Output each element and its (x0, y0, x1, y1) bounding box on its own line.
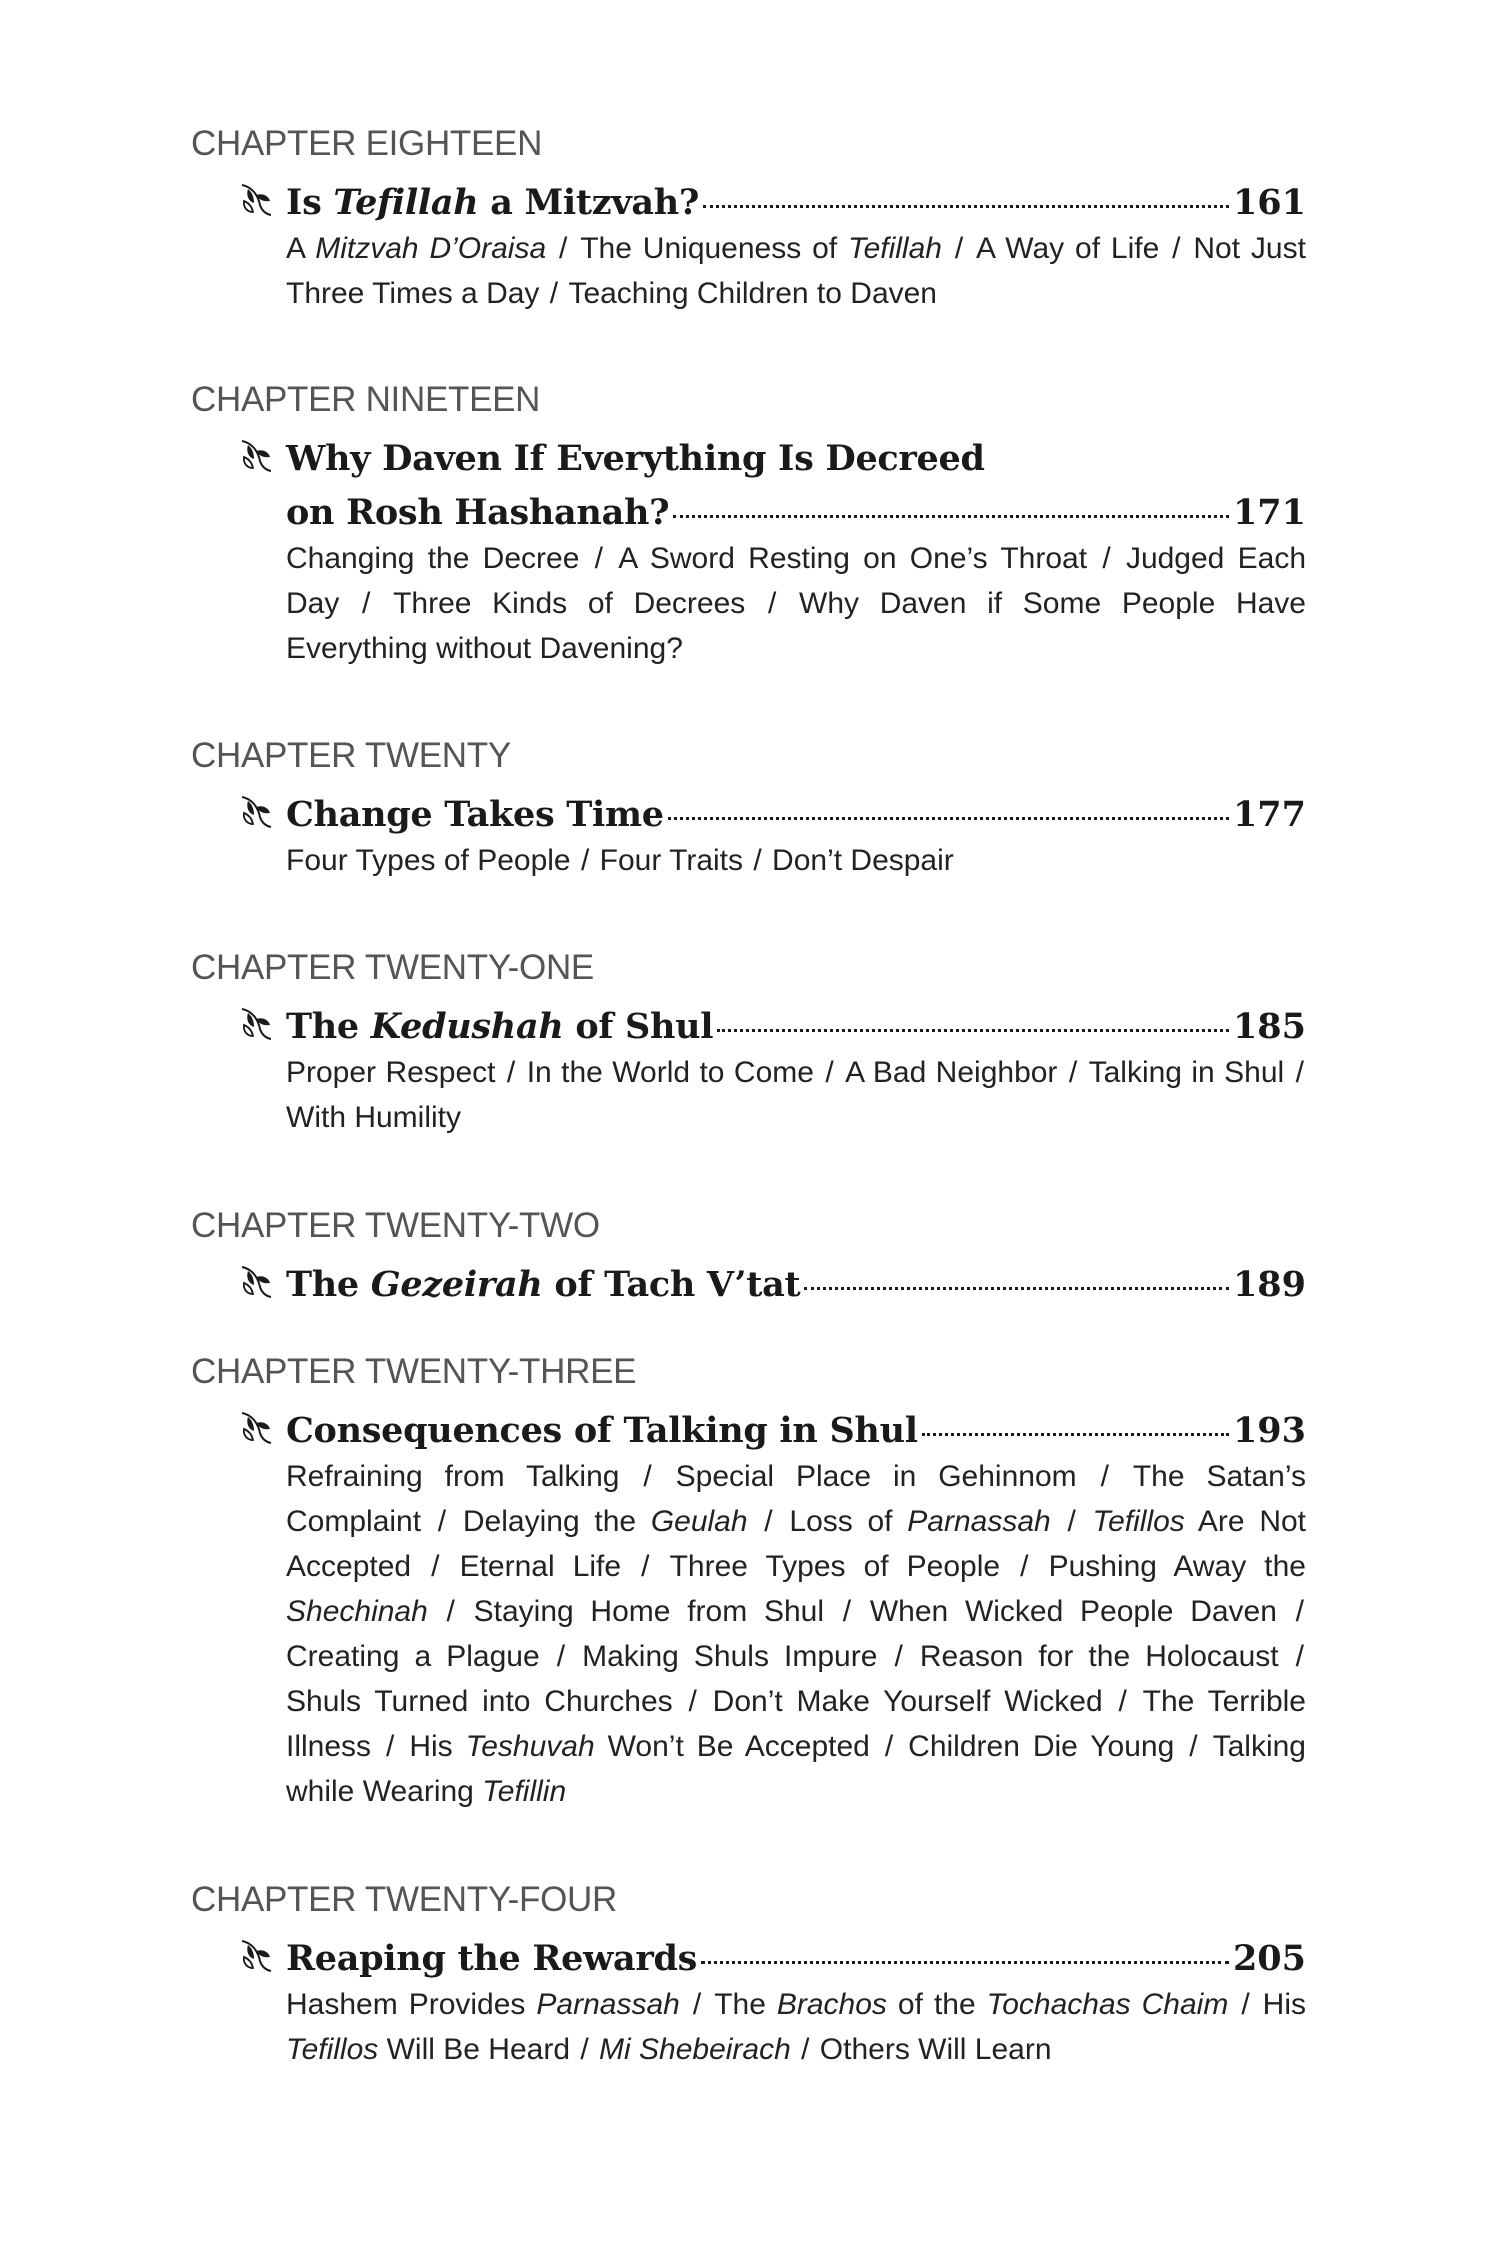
title-segment: Gezeirah (370, 1264, 543, 1305)
topic-segment: Will Be Heard (378, 2033, 570, 2066)
topic-separator: / (1176, 1730, 1211, 1763)
topic-segment: Hashem Provides (286, 1988, 537, 2021)
topic (286, 1685, 673, 1718)
topic-segment: A (286, 232, 316, 265)
topic-segment: The Satan’s Complaint (286, 1460, 1306, 1538)
topic (460, 1550, 622, 1583)
topic-separator: / (572, 2033, 598, 2066)
entry-title (286, 176, 699, 230)
entry-title-line (286, 432, 1306, 486)
dot-leader (668, 814, 1229, 820)
topic (713, 1685, 1103, 1718)
leaf-ornament-icon (238, 1409, 274, 1447)
topic-segment: Changing the Decree (286, 542, 580, 575)
topic-separator: / (341, 587, 392, 620)
topic-segment: Pushing Away the (1048, 1550, 1306, 1583)
chapter-label: CHAPTER NINETEEN (191, 380, 541, 419)
topic (393, 587, 745, 620)
topic-segment: Three Kinds of Decrees (393, 587, 746, 620)
topic-segment: His (1262, 1988, 1306, 2021)
topic-segment: Don’t Despair (772, 844, 954, 877)
entry-title-line (286, 176, 1306, 230)
topic-segment: Tefillos (286, 2033, 379, 2066)
topic-segment: In the World to Come (526, 1056, 814, 1089)
topic-segment: Shechinah (286, 1595, 428, 1628)
topic-separator: / (429, 1595, 472, 1628)
topic-segment: Four Types of People (286, 844, 571, 877)
topic-segment: Mitzvah D’Oraisa (315, 232, 547, 265)
topic (286, 232, 546, 265)
topic-segment: Not Just Three Times a Day (286, 232, 1306, 310)
topic-separator: / (1230, 1988, 1261, 2021)
chapter-label: CHAPTER TWENTY-THREE (191, 1352, 637, 1391)
title-segment: of Shul (563, 1006, 714, 1047)
topic (600, 844, 743, 877)
topic-separator: / (1089, 542, 1124, 575)
topic-separator: / (1059, 1056, 1087, 1089)
topic-segment: Talking in Shul (1088, 1056, 1285, 1089)
topic-separator: / (548, 232, 579, 265)
title-segment: The (286, 1264, 371, 1305)
chapter-19 (190, 378, 1320, 671)
page-number: 193 (1232, 1410, 1306, 1451)
topic-separator: / (943, 232, 975, 265)
title-segment: Change Takes Time (286, 794, 664, 835)
topic-segment: Delaying the (462, 1505, 651, 1538)
title-segment: The (286, 1006, 371, 1047)
toc-entry[interactable] (286, 1000, 1306, 1140)
topic-separator: / (879, 1640, 918, 1673)
entry-title (286, 1000, 713, 1054)
topic-segment: Staying Home from Shul (473, 1595, 824, 1628)
toc-entry[interactable] (286, 1932, 1306, 2072)
entry-title-line (286, 1404, 1306, 1458)
topic-segment: Shuls Turned into Churches (286, 1685, 673, 1718)
topic (789, 1505, 1050, 1538)
topic-segment: Creating a Plague (286, 1640, 540, 1673)
topic-separator: / (1161, 232, 1192, 265)
entry-title-line (286, 1258, 1306, 1312)
topic (474, 1595, 824, 1628)
entry-title (286, 1404, 918, 1458)
leaf-ornament-icon (238, 1005, 274, 1043)
topic-segment: With Humility (286, 1101, 462, 1134)
page-number: 185 (1232, 1006, 1306, 1047)
entry-title (286, 486, 669, 540)
title-segment: on Rosh Hashanah? (286, 492, 670, 533)
topic (286, 1988, 680, 2021)
topic (920, 1640, 1279, 1673)
title-segment: Tefillah (333, 182, 479, 223)
topic-separator: / (747, 587, 798, 620)
chapter-topics (286, 226, 1306, 316)
chapter-topics (286, 1982, 1306, 2072)
topic-segment: Won’t Be Accepted (594, 1730, 870, 1763)
topic-segment: Parnassah (907, 1505, 1051, 1538)
entry-title (286, 432, 985, 486)
chapter-label: CHAPTER TWENTY-FOUR (191, 1880, 617, 1919)
leaf-ornament-icon (238, 1263, 274, 1301)
page-number: 171 (1232, 492, 1306, 533)
topic-segment: Talking while Wearing (286, 1730, 1306, 1808)
topic (618, 542, 1087, 575)
topic-separator: / (1078, 1460, 1131, 1493)
chapter-20 (190, 734, 1320, 883)
toc-entry[interactable] (286, 1404, 1306, 1814)
topic-segment: Why Daven if Some People Have Everything without Davening? (286, 587, 1306, 665)
topic-separator: / (373, 1730, 408, 1763)
entry-title-line (286, 1000, 1306, 1054)
topic-segment: Reason for the Holocaust (919, 1640, 1279, 1673)
topic-segment: Are Not Accepted (286, 1505, 1307, 1583)
topic-segment: Four Traits (599, 844, 744, 877)
page-number: 189 (1232, 1264, 1306, 1305)
topic-segment: A Sword Resting on One’s Throat (618, 542, 1088, 575)
page-number: 205 (1232, 1938, 1306, 1979)
topic-segment: Tefillah (848, 232, 942, 265)
topic (670, 1550, 1001, 1583)
leaf-ornament-icon (238, 437, 274, 475)
topic-separator: / (1278, 1595, 1305, 1628)
chapter-24 (190, 1878, 1320, 2072)
title-segment: of Tach V’tat (542, 1264, 801, 1305)
topic-segment: A Bad Neighbor (845, 1056, 1058, 1089)
topic-separator: / (826, 1595, 868, 1628)
title-segment: Kedushah (370, 1006, 564, 1047)
topic (1089, 1056, 1285, 1089)
chapter-23 (190, 1350, 1320, 1814)
chapter-18 (190, 122, 1320, 316)
topic (976, 232, 1159, 265)
leaf-ornament-icon (238, 793, 274, 831)
topic-segment: Children Die Young (908, 1730, 1175, 1763)
topic (908, 1730, 1174, 1763)
topic-segment: When Wicked People Daven (869, 1595, 1277, 1628)
topic (599, 2033, 791, 2066)
topic (580, 232, 942, 265)
topic (463, 1505, 748, 1538)
topic-segment: The (714, 1988, 777, 2021)
topic-segment: Loss of (789, 1505, 908, 1538)
topic-separator: / (541, 1640, 581, 1673)
topic-segment: A Way of Life (976, 232, 1160, 265)
entry-title-line (286, 788, 1306, 842)
chapter-label: CHAPTER TWENTY-TWO (191, 1206, 600, 1245)
topic-separator: / (815, 1056, 844, 1089)
topic (286, 1460, 619, 1493)
topic-segment: Mi Shebeirach (599, 2033, 791, 2066)
toc-entry[interactable] (286, 432, 1306, 671)
topic (286, 1101, 461, 1134)
toc-entry[interactable] (286, 788, 1306, 883)
leaf-ornament-icon (238, 1937, 274, 1975)
title-segment: a Mitzvah? (478, 182, 700, 223)
topic-segment: Eternal Life (459, 1550, 622, 1583)
topic-segment: Brachos (776, 1988, 887, 2021)
topic-separator: / (681, 1988, 713, 2021)
topic (772, 844, 954, 877)
topic-segment: Refraining from Talking (286, 1460, 620, 1493)
topic (845, 1056, 1057, 1089)
topic-segment: of the (886, 1988, 987, 2021)
chapter-label: CHAPTER TWENTY (191, 736, 511, 775)
topic (582, 1640, 877, 1673)
topic-segment: Proper Respect (286, 1056, 496, 1089)
topic-separator: / (871, 1730, 907, 1763)
topic-segment: Making Shuls Impure (582, 1640, 878, 1673)
topic (568, 277, 937, 310)
dot-leader (922, 1430, 1229, 1436)
topic-segment: The Uniqueness of (580, 232, 848, 265)
topic (714, 1988, 1228, 2021)
topic-separator: / (413, 1550, 458, 1583)
chapter-topics (286, 536, 1306, 671)
title-segment: Reaping the Rewards (286, 1938, 698, 1979)
topic-separator: / (674, 1685, 711, 1718)
topic-separator: / (1002, 1550, 1047, 1583)
dot-leader (701, 1958, 1229, 1964)
topic-separator: / (572, 844, 598, 877)
topic-segment: Teaching Children to Daven (568, 277, 937, 310)
toc-entry[interactable] (286, 176, 1306, 316)
topic-segment: Parnassah (536, 1988, 680, 2021)
topic-separator: / (497, 1056, 525, 1089)
entry-title (286, 1932, 697, 1986)
topic-segment: The Terrible Illness (286, 1685, 1306, 1763)
topic-separator: / (1104, 1685, 1141, 1718)
topic-segment: Tefillos (1092, 1505, 1185, 1538)
chapter-topics (286, 1050, 1306, 1140)
entry-title (286, 788, 664, 842)
topic (870, 1595, 1277, 1628)
topic (286, 1056, 496, 1089)
topic-separator: / (621, 1460, 674, 1493)
topic-segment: His (409, 1730, 466, 1763)
dot-leader (717, 1026, 1229, 1032)
dot-leader (804, 1284, 1229, 1290)
title-segment: Why Daven If Everything Is Decreed (286, 438, 985, 479)
entry-title (286, 1258, 800, 1312)
topic-separator: / (749, 1505, 788, 1538)
topic (820, 2033, 1052, 2066)
topic-separator: / (1280, 1640, 1305, 1673)
topic (286, 1640, 540, 1673)
title-segment: Is (286, 182, 334, 223)
page-number: 177 (1232, 794, 1306, 835)
chapter-label: CHAPTER TWENTY-ONE (191, 948, 594, 987)
chapter-21 (190, 946, 1320, 1140)
topic (286, 542, 579, 575)
entry-title-line (286, 1932, 1306, 1986)
topic-segment: Geulah (650, 1505, 748, 1538)
topic (676, 1460, 1077, 1493)
topic-segment: Three Types of People (669, 1550, 1001, 1583)
topic (286, 844, 571, 877)
dot-leader (673, 512, 1229, 518)
topic-separator: / (1286, 1056, 1304, 1089)
topic-separator: / (792, 2033, 818, 2066)
chapter-topics (286, 838, 1306, 883)
entry-title-line (286, 486, 1306, 540)
topic-separator: / (623, 1550, 668, 1583)
topic-segment: Tefillin (482, 1775, 567, 1808)
topic-separator: / (581, 542, 617, 575)
page-number: 161 (1232, 182, 1306, 223)
topic-segment: Judged Each Day (286, 542, 1307, 620)
topic-segment: Don’t Make Yourself Wicked (712, 1685, 1103, 1718)
title-segment: Consequences of Talking in Shul (286, 1410, 918, 1451)
topic-separator: / (745, 844, 771, 877)
topic-segment: Tochachas Chaim (986, 1988, 1229, 2021)
topic (409, 1730, 870, 1763)
chapter-22 (190, 1204, 1320, 1312)
topic-segment: Special Place in Gehinnom (675, 1460, 1077, 1493)
leaf-ornament-icon (238, 181, 274, 219)
topic-separator: / (541, 277, 567, 310)
topic-separator: / (1052, 1505, 1091, 1538)
chapter-label: CHAPTER EIGHTEEN (191, 124, 543, 163)
topic-separator: / (423, 1505, 461, 1538)
toc-entry[interactable] (286, 1258, 1306, 1312)
dot-leader (703, 202, 1229, 208)
topic (527, 1056, 814, 1089)
topic-segment: Others Will Learn (819, 2033, 1052, 2066)
topic-segment: Teshuvah (465, 1730, 595, 1763)
chapter-topics (286, 1454, 1306, 1814)
